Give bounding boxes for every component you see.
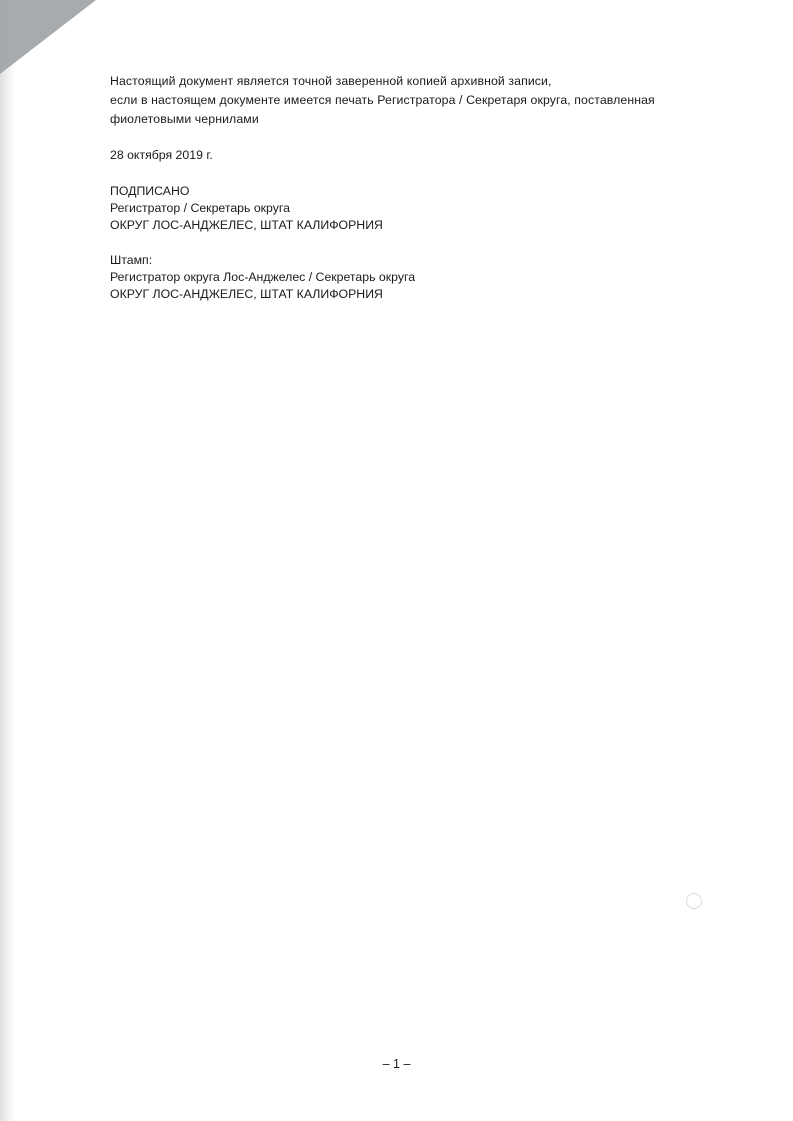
stamp-block <box>110 252 710 303</box>
certification-line-2: если в настоящем документе имеется печать Регистратора / Секретаря округа, поставленная <box>110 93 655 107</box>
scan-smudge-artifact <box>686 893 702 909</box>
certification-line-1: Настоящий документ является точной заверенной копией архивной записи, <box>110 74 552 88</box>
signature-title: Регистратор / Секретарь округа <box>110 200 290 215</box>
date-line <box>110 147 710 165</box>
scan-edge-artifact <box>0 0 16 1121</box>
page-number: – 1 – <box>382 1057 411 1071</box>
scan-corner-fold-inner-artifact <box>96 0 184 62</box>
signature-jurisdiction: ОКРУГ ЛОС-АНДЖЕЛЕС, ШТАТ КАЛИФОРНИЯ <box>110 217 383 232</box>
certification-statement <box>110 72 710 129</box>
scan-corner-fold-artifact <box>0 0 96 74</box>
stamp-jurisdiction: ОКРУГ ЛОС-АНДЖЕЛЕС, ШТАТ КАЛИФОРНИЯ <box>110 286 383 301</box>
stamp-title: Регистратор округа Лос-Анджелес / Секретарь округа <box>110 269 416 284</box>
signature-block <box>110 183 710 234</box>
stamp-label: Штамп: <box>110 252 153 267</box>
signature-signed-label: ПОДПИСАНО <box>110 183 190 198</box>
certification-line-3: фиолетовыми чернилами <box>110 112 259 126</box>
date-value: 28 октября 2019 г. <box>110 148 213 162</box>
document-body <box>110 72 710 303</box>
